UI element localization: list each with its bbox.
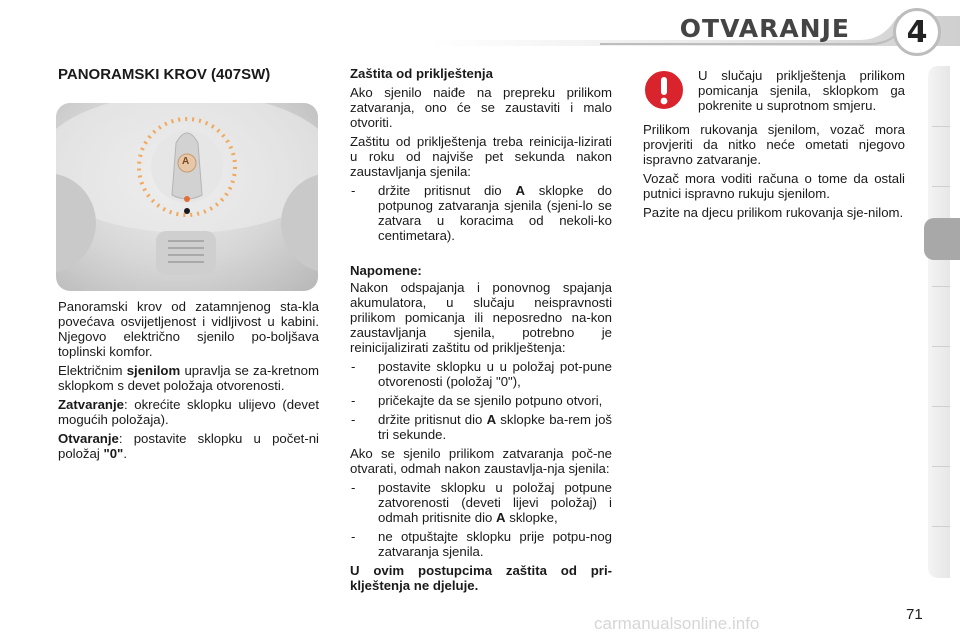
page-number: 71 (906, 606, 923, 623)
protection-list (350, 183, 612, 243)
notes-heading: Napomene: (350, 263, 422, 278)
notes-paragraph-2: Ako se sjenilo prilikom zatvaranja poč-ne otvarati, odmah nakon zaustavlja-nja sjenila: (350, 446, 612, 476)
exclamation-warning-icon (642, 68, 686, 112)
tab-divider (932, 466, 950, 467)
tab-divider (932, 286, 950, 287)
chapter-number-badge: 4 (893, 8, 941, 56)
notes-list-2 (350, 480, 612, 559)
roof-switch-photo (56, 103, 318, 291)
tab-divider (932, 406, 950, 407)
list-item: - ne otpuštajte sklopku prije potpu-nog zatvaranja sjenila. (350, 529, 612, 559)
opening-paragraph: Otvaranje: postavite sklopku u počet-ni položaj "0". (58, 431, 319, 461)
warning-text: U slučaju priklještenja prilikom pomicanja sjenila, sklopkom ga pokrenite u suprotnom smjeru. (698, 68, 905, 113)
tab-divider (932, 126, 950, 127)
protection-heading: Zaštita od priklještenja (350, 66, 493, 81)
right-column (643, 122, 905, 224)
notes-list-1 (350, 359, 612, 442)
children-paragraph: Pazite na djecu prilikom rukovanja sje-nilom. (643, 205, 904, 220)
closing-paragraph: Zatvaranje: okrećite sklopku ulijevo (devet mogućih položaja). (58, 397, 319, 427)
list-item: - pričekajte da se sjenilo potpuno otvori, (350, 393, 612, 408)
electric-shade-paragraph: Električnim sjenilom upravlja se za-kretnom sklopkom s devet položaja otvorenosti. (58, 363, 319, 393)
list-item: - držite pritisnut dio A sklopke ba-rem još tri sekunde. (350, 412, 612, 442)
warning-text-block (698, 68, 905, 117)
chapter-tab-strip (928, 66, 950, 578)
driver-check-paragraph: Prilikom rukovanja sjenilom, vozač mora provjeriti da nitko neće ometati njegovo ispravno zatvaranje. (643, 122, 905, 167)
left-column (58, 299, 319, 465)
middle-column-top (350, 66, 612, 247)
notes-paragraph-1: Nakon odspajanja i ponovnog spajanja akumulatora, u slučaju neispravnosti prilikom pomicanja ili neposredno na-kon zaustavljanja sjenila, potrebno je reinicijalizirati zaštitu od priklještenja: (350, 280, 612, 355)
tab-divider (932, 186, 950, 187)
list-item: - držite pritisnut dio A sklopke do potpunog zatvaranja sjenila (sjeni-lo se zatvara u koracima od nekoli-ko centimetara). (350, 183, 612, 243)
tab-divider (932, 526, 950, 527)
callout-label-a: A (182, 156, 190, 167)
tab-divider (932, 346, 950, 347)
chapter-title: OTVARANJE (679, 14, 850, 43)
protection-paragraph-2: Zaštitu od priklještenja treba reinicija-lizirati u roku od najviše pet sekunda nakon zaustavljanja sjenila: (350, 134, 612, 179)
notes-final-warning: U ovim postupcima zaštita od pri-klještenja ne djeluje. (350, 563, 612, 593)
protection-paragraph-1: Ako sjenilo naiđe na prepreku prilikom zatvaranja, ono će se zaustaviti i malo otvoriti. (350, 85, 612, 130)
middle-column-notes (350, 263, 612, 597)
rotary-switch (56, 103, 318, 291)
watermark: carmanualsonline.info (594, 614, 760, 633)
chapter-header (0, 0, 960, 54)
passengers-paragraph: Vozač mora voditi računa o tome da ostali putnici ispravno rukuju sjenilom. (643, 171, 905, 201)
section-title: PANORAMSKI KROV (407SW) (58, 66, 271, 83)
chapter-tab-active (924, 218, 960, 260)
intro-paragraph: Panoramski krov od zatamnjenog sta-kla povećava osvijetljenost i vidljivost u kabini. Njegovo električno sjenilo po-boljšava toplinski komfor. (58, 299, 319, 359)
list-item: - postavite sklopku u u položaj pot-pune otvorenosti (položaj "0"), (350, 359, 612, 389)
list-item: - postavite sklopku u položaj potpune zatvorenosti (deveti lijevi položaj) i odmah pritisnite dio A sklopke, (350, 480, 612, 525)
